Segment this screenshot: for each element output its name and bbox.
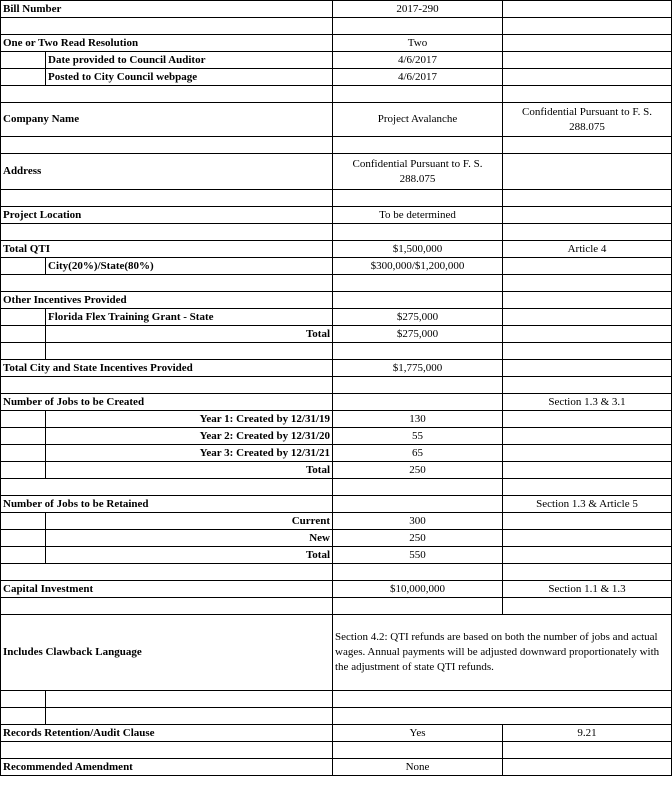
row-total-qti [1, 241, 672, 258]
company-value: Project Avalanche [333, 103, 503, 137]
total-incentives-label: Total City and State Incentives Provided [1, 360, 333, 377]
row-bill-number [1, 1, 672, 18]
jobs-retained-ref: Section 1.3 & Article 5 [503, 496, 672, 513]
spacer-row [1, 18, 672, 35]
jobs-created-year2-label: Year 2: Created by 12/31/20 [46, 428, 333, 445]
row-capital [1, 581, 672, 598]
jobs-retained-label: Number of Jobs to be Retained [1, 496, 333, 513]
row-jobs-retained [1, 496, 672, 513]
jobs-retained-current-label: Current [46, 513, 333, 530]
row-other-total [1, 326, 672, 343]
jobs-retained-row [1, 530, 672, 547]
jobs-retained-row [1, 513, 672, 530]
spacer-row [1, 708, 672, 725]
spacer-row [1, 190, 672, 207]
auditor-date-label: Date provided to Council Auditor [46, 52, 333, 69]
row-total-incentives [1, 360, 672, 377]
row-amendment [1, 759, 672, 776]
address-label: Address [1, 154, 333, 190]
jobs-created-row [1, 445, 672, 462]
jobs-created-label: Number of Jobs to be Created [1, 394, 333, 411]
company-confidential-note: Confidential Pursuant to F. S. 288.075 [503, 103, 672, 137]
spacer-row [1, 479, 672, 496]
amendment-label: Recommended Amendment [1, 759, 333, 776]
row-other-incentives [1, 292, 672, 309]
spacer-row [1, 598, 672, 615]
jobs-retained-current-value: 300 [333, 513, 503, 530]
total-qti-ref: Article 4 [503, 241, 672, 258]
spacer-row [1, 691, 672, 708]
records-ref: 9.21 [503, 725, 672, 742]
spacer-row [1, 343, 672, 360]
jobs-created-total-label: Total [46, 462, 333, 479]
row-reading [1, 35, 672, 52]
clawback-text: Section 4.2: QTI refunds are based on both the number of jobs and actual wages. Annual payments will be adjusted downward proportionately with the adjustment of state QTI refunds. [333, 615, 672, 691]
row-records [1, 725, 672, 742]
bill-number-value: 2017-290 [333, 1, 503, 18]
posted-date-value: 4/6/2017 [333, 69, 503, 86]
jobs-created-year1-label: Year 1: Created by 12/31/19 [46, 411, 333, 428]
spacer-row [1, 86, 672, 103]
other-total-value: $275,000 [333, 326, 503, 343]
records-value: Yes [333, 725, 503, 742]
spacer-row [1, 377, 672, 394]
address-value: Confidential Pursuant to F. S. 288.075 [333, 154, 503, 190]
row-jobs-created [1, 394, 672, 411]
capital-label: Capital Investment [1, 581, 333, 598]
row-address [1, 154, 672, 190]
row-clawback [1, 615, 672, 691]
jobs-created-year2-value: 55 [333, 428, 503, 445]
posted-date-label: Posted to City Council webpage [46, 69, 333, 86]
auditor-date-value: 4/6/2017 [333, 52, 503, 69]
spacer-row [1, 137, 672, 154]
capital-ref: Section 1.1 & 1.3 [503, 581, 672, 598]
row-company [1, 103, 672, 137]
reading-label: One or Two Read Resolution [1, 35, 333, 52]
total-qti-value: $1,500,000 [333, 241, 503, 258]
bill-number-label: Bill Number [1, 1, 333, 18]
qti-split-label: City(20%)/State(80%) [46, 258, 333, 275]
other-incentives-label: Other Incentives Provided [1, 292, 333, 309]
flex-grant-value: $275,000 [333, 309, 503, 326]
spacer-row [1, 742, 672, 759]
jobs-created-row [1, 462, 672, 479]
jobs-retained-new-label: New [46, 530, 333, 547]
capital-value: $10,000,000 [333, 581, 503, 598]
row-flex-grant [1, 309, 672, 326]
jobs-created-row [1, 411, 672, 428]
location-value: To be determined [333, 207, 503, 224]
jobs-created-row [1, 428, 672, 445]
jobs-retained-total-label: Total [46, 547, 333, 564]
flex-grant-label: Florida Flex Training Grant - State [46, 309, 333, 326]
spacer-row [1, 564, 672, 581]
jobs-retained-row [1, 547, 672, 564]
total-incentives-value: $1,775,000 [333, 360, 503, 377]
jobs-retained-total-value: 550 [333, 547, 503, 564]
reading-value: Two [333, 35, 503, 52]
total-qti-label: Total QTI [1, 241, 333, 258]
spacer-row [1, 224, 672, 241]
company-label: Company Name [1, 103, 333, 137]
jobs-created-total-value: 250 [333, 462, 503, 479]
jobs-created-year1-value: 130 [333, 411, 503, 428]
amendment-value: None [333, 759, 503, 776]
location-label: Project Location [1, 207, 333, 224]
jobs-created-year3-label: Year 3: Created by 12/31/21 [46, 445, 333, 462]
row-auditor-date [1, 52, 672, 69]
row-location [1, 207, 672, 224]
spacer-row [1, 275, 672, 292]
jobs-created-year3-value: 65 [333, 445, 503, 462]
records-label: Records Retention/Audit Clause [1, 725, 333, 742]
other-total-label: Total [46, 326, 333, 343]
jobs-retained-new-value: 250 [333, 530, 503, 547]
jobs-created-ref: Section 1.3 & 3.1 [503, 394, 672, 411]
row-posted-date [1, 69, 672, 86]
clawback-label: Includes Clawback Language [1, 615, 333, 691]
qti-split-value: $300,000/$1,200,000 [333, 258, 503, 275]
row-qti-split [1, 258, 672, 275]
